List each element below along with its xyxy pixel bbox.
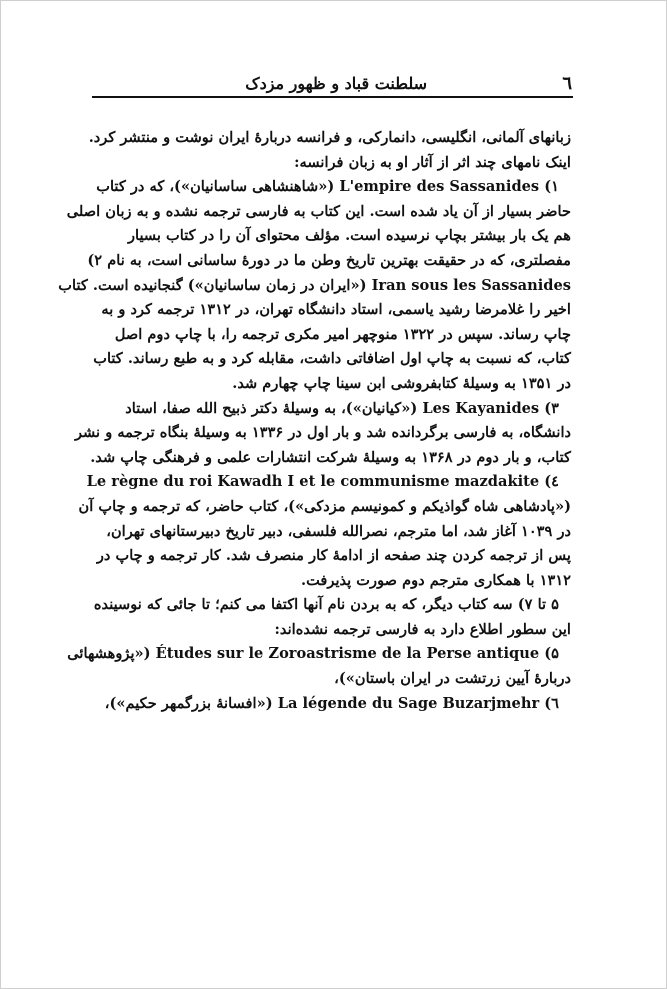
- text-line: ٦) La légende du Sage Buzarjmehr («افسانهٔ بزرگمهر حکیم»)،: [104, 694, 559, 712]
- text-line: پس از ترجمه کردن چند صفحه از ادامهٔ کار منصرف شد. کار ترجمه و چاپ در: [96, 547, 571, 565]
- text-line: ۱) L'empire des Sassanides («شاهنشاهی ساسانیان»)، که در کتاب: [96, 178, 559, 196]
- text-line: هم یک بار بیشتر بچاپ نرسیده است. مؤلف محتوای آن را در کتاب بسیار: [128, 227, 571, 245]
- text-line: ٤) Le règne du roi Kawadh I et le communisme mazdakite: [86, 473, 559, 491]
- text-line: مفصلتری، که در حقیقت بهترین تاریخ وطن ما در دورهٔ ساسانی است، به نام ۲): [87, 251, 571, 269]
- text-line: حاضر بسیار از آن یاد شده است. این کتاب به فارسی ترجمه نشده و به زبان اصلی: [66, 202, 571, 220]
- running-title: سلطنت قباد و ظهور مزدک: [245, 73, 428, 93]
- text-line: زبانهای آلمانی، انگلیسی، دانمارکی، و فرانسه دربارهٔ ایران نوشت و منتشر کرد.: [88, 129, 571, 146]
- text-line: کتاب، که نسبت به چاپ اول اضافاتی داشت، مقابله کرد و به طبع رساند. کتاب: [93, 350, 571, 368]
- running-header: [92, 70, 572, 96]
- text-line: در ۱۳۵۱ به وسیلهٔ کتابفروشی ابن سینا چاپ چهارم شد.: [232, 374, 571, 392]
- text-line: ۱۳۱۲ با همکاری مترجم دوم صورت پذیرفت.: [301, 571, 571, 589]
- text-line: ۵ تا ۷) سه کتاب دیگر، که به بردن نام آنها اکتفا می کنم؛ تا جائی که نوسینده: [93, 596, 559, 614]
- header-rule: [92, 96, 573, 98]
- text-line: Iran sous les Sassanides («ایران در زمان ساسانیان») گنجانیده است. کتاب: [58, 276, 571, 294]
- text-line: اینک نامهای چند اثر از آثار او به زبان فرانسه:: [294, 153, 571, 171]
- text-line: چاپ رساند. سپس در ۱۳۲۲ منوچهر امیر مکری ترجمه را، با چاپ دوم اصل: [114, 325, 571, 343]
- text-line: ۳) Les Kayanides («کیانیان»)، به وسیلهٔ دکتر ذبیح الله صفا، استاد: [125, 399, 559, 417]
- page-body: [58, 126, 571, 716]
- text-line: دانشگاه، به فارسی برگردانده شد و بار اول در ۱۳۳۶ به وسیلهٔ بنگاه ترجمه و نشر: [74, 424, 571, 442]
- text-line: در ۱۰۳۹ آغاز شد، اما مترجم، نصرالله فلسفی، دبیر تاریخ دبیرستانهای تهران،: [106, 522, 571, 540]
- text-line: اخیر را غلامرضا رشید یاسمی، استاد دانشگاه تهران، در ۱۳۱۲ ترجمه کرد و به: [101, 301, 571, 319]
- text-line: («پادشاهی شاه گواذیکم و کمونیسم مزدکی»)، کتاب حاضر، که ترجمه و چاپ آن: [78, 497, 571, 515]
- text-line: این سطور اطلاع دارد به فارسی ترجمه نشده‌اند:: [274, 620, 571, 638]
- text-line: کتاب، و بار دوم در ۱۳۶۸ به وسیلهٔ شرکت انتشارات علمی و فرهنگی چاپ شد.: [90, 448, 571, 466]
- text-line: دربارهٔ آیین زرتشت در ایران باستان»)،: [334, 670, 571, 688]
- text-line: ۵) Études sur le Zoroastrisme de la Perse antique («پژوهشهائی: [67, 645, 559, 663]
- page-number: ٦: [562, 72, 572, 94]
